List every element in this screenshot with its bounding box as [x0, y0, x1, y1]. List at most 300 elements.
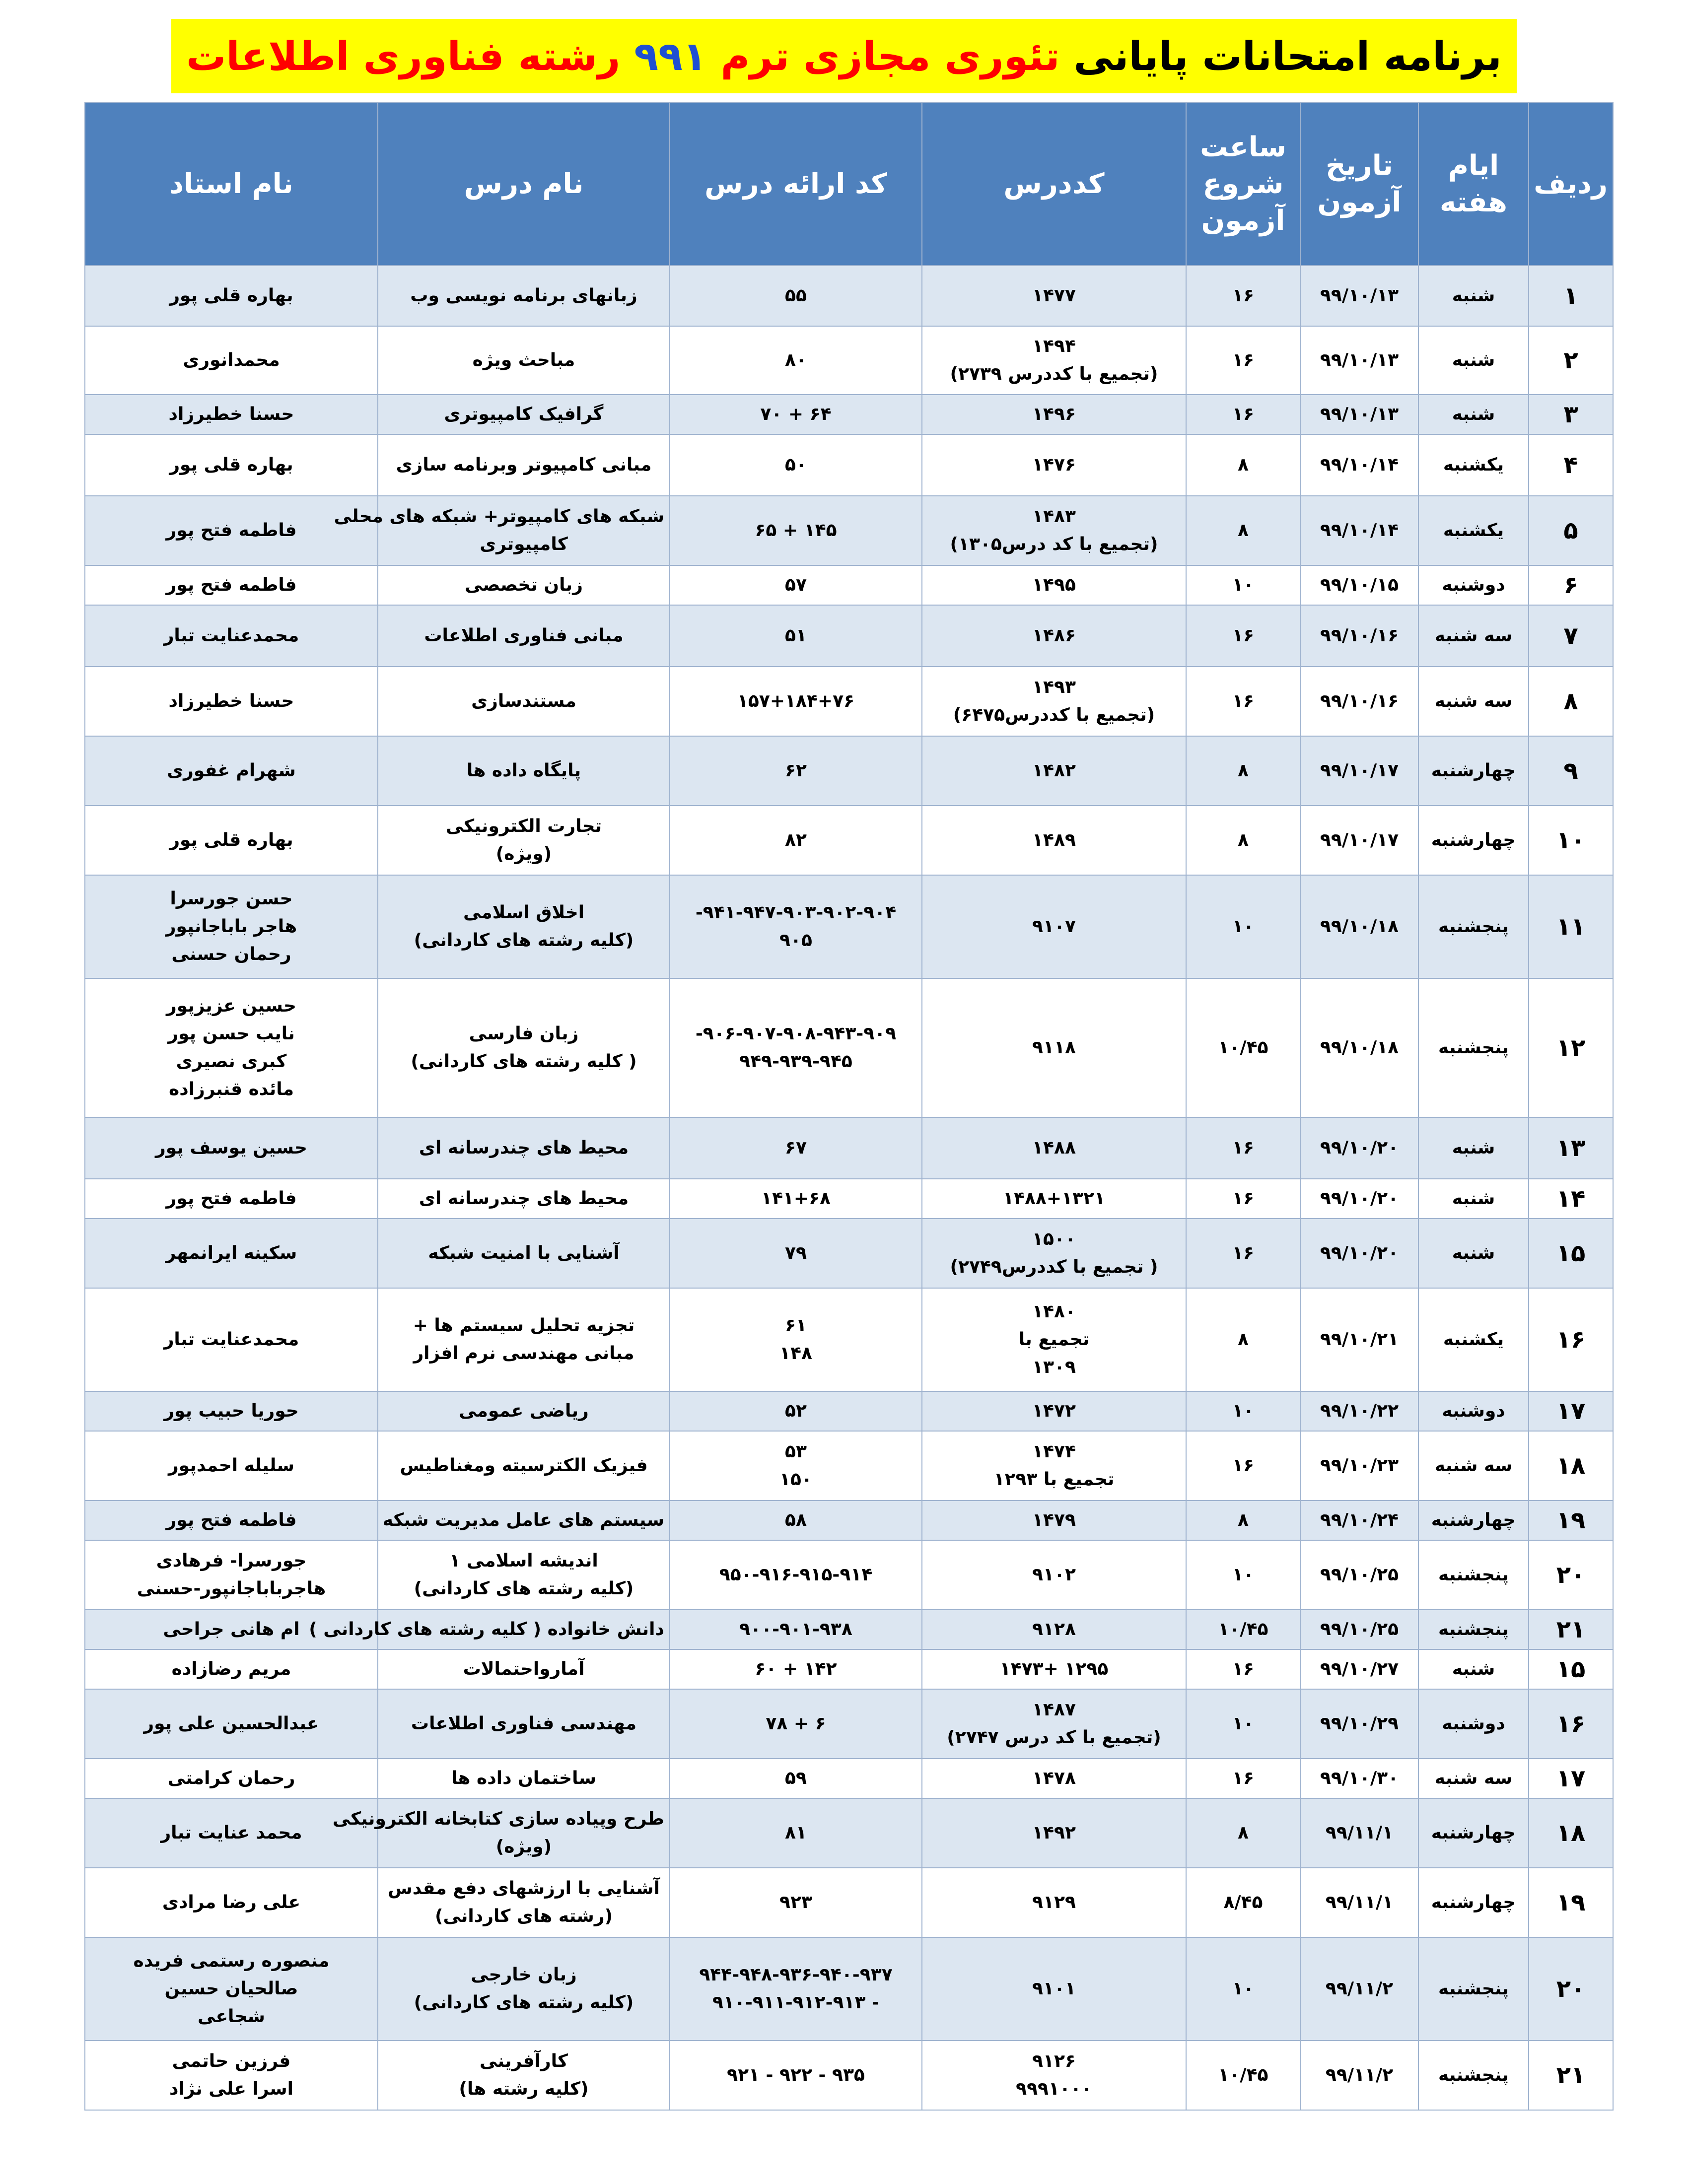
cell-course-code — [922, 1759, 1186, 1798]
cell-row-number: ۱۱ — [1529, 875, 1613, 978]
cell-exam-date: ۹۹/۱۰/۲۵ — [1300, 1610, 1418, 1649]
cell-instructor — [85, 1288, 378, 1391]
cell-offering-code — [670, 326, 922, 395]
cell-course-code-line: ۱۴۸۰ — [1032, 1301, 1076, 1322]
cell-offering-code-line: ۵۵ — [785, 285, 807, 306]
cell-start-time: ۸ — [1186, 1798, 1300, 1868]
cell-course-code — [922, 2041, 1186, 2110]
cell-offering-code-line: ۹۴۹-۹۳۹-۹۴۵ — [739, 1051, 852, 1072]
cell-start-time: ۱۰ — [1186, 1540, 1300, 1610]
cell-course-name-line: اندیشه اسلامی ۱ — [449, 1551, 598, 1571]
cell-offering-code — [670, 875, 922, 978]
cell-instructor — [85, 326, 378, 395]
cell-instructor-line: حسنا خطیرزاد — [168, 404, 294, 424]
cell-instructor-line: محمدعنایت تبار — [163, 625, 299, 646]
cell-course-code — [922, 1689, 1186, 1759]
cell-course-code — [922, 1649, 1186, 1689]
cell-instructor — [85, 978, 378, 1117]
cell-exam-date: ۹۹/۱۱/۲ — [1300, 2041, 1418, 2110]
cell-course-name — [378, 875, 670, 978]
cell-course-code — [922, 736, 1186, 806]
cell-start-time: ۱۰ — [1186, 565, 1300, 605]
cell-offering-code-line: ۱۵۷+۱۸۴+۷۶ — [737, 691, 855, 711]
cell-row-number: ۲۱ — [1529, 1610, 1613, 1649]
cell-instructor — [85, 1689, 378, 1759]
cell-course-name-line: ریاضی عمومی — [459, 1401, 589, 1421]
table-row — [85, 1391, 1613, 1431]
cell-course-name-line: (ویژه) — [495, 1837, 552, 1857]
cell-course-code-line: ۱۴۹۳ — [1032, 677, 1076, 697]
cell-row-number: ۱۰ — [1529, 806, 1613, 875]
title-term-number: ۹۹۱ — [634, 33, 707, 79]
table-row — [85, 605, 1613, 667]
cell-exam-date: ۹۹/۱۰/۲۲ — [1300, 1391, 1418, 1431]
cell-instructor — [85, 1431, 378, 1501]
cell-offering-code — [670, 1759, 922, 1798]
cell-instructor-line: بهاره قلی پور — [169, 285, 293, 306]
cell-offering-code-line: ۶۴ + ۷۰ — [760, 404, 832, 424]
cell-start-time: ۸ — [1186, 496, 1300, 565]
cell-course-code-line: ۱۴۹۴ — [1032, 336, 1076, 356]
cell-exam-date: ۹۹/۱۰/۱۴ — [1300, 496, 1418, 565]
cell-course-name-line: مستندسازی — [471, 691, 576, 711]
cell-start-time: ۱۶ — [1186, 1431, 1300, 1501]
cell-instructor-line: حسن جورسرا — [170, 888, 293, 909]
cell-instructor-line: رحمان حسنی — [171, 944, 291, 964]
cell-offering-code — [670, 266, 922, 326]
cell-course-name-line: (کلیه رشته ها) — [459, 2079, 589, 2099]
cell-exam-date: ۹۹/۱۰/۳۰ — [1300, 1759, 1418, 1798]
cell-course-code-line: ۹۱۲۹ — [1032, 1892, 1076, 1912]
cell-instructor — [85, 434, 378, 496]
cell-row-number: ۱۹ — [1529, 1868, 1613, 1937]
cell-course-name — [378, 1759, 670, 1798]
cell-offering-code-line: ۹۰۶-۹۰۷-۹۰۸-۹۴۳-۹۰۹- — [695, 1024, 897, 1044]
table-row — [85, 1219, 1613, 1288]
cell-course-name — [378, 1431, 670, 1501]
cell-start-time: ۱۶ — [1186, 1219, 1300, 1288]
cell-exam-date: ۹۹/۱۰/۱۳ — [1300, 266, 1418, 326]
cell-offering-code-line: ۹۰۵ — [779, 930, 812, 951]
cell-instructor — [85, 1937, 378, 2041]
cell-course-name-line: مبانی مهندسی نرم افزار — [413, 1343, 634, 1364]
cell-start-time: ۸ — [1186, 1288, 1300, 1391]
cell-start-time: ۱۰ — [1186, 1391, 1300, 1431]
table-row — [85, 1649, 1613, 1689]
cell-course-name — [378, 2041, 670, 2110]
cell-row-number: ۲۰ — [1529, 1937, 1613, 2041]
cell-course-code-line: ۹۱۲۸ — [1032, 1619, 1076, 1639]
exam-schedule-table — [84, 102, 1614, 2111]
cell-course-code — [922, 1540, 1186, 1610]
cell-weekday: پنجشنبه — [1418, 1937, 1529, 2041]
cell-course-code-line: ۱۴۷۷ — [1032, 285, 1076, 306]
cell-instructor-line: حسین عزیزپور — [166, 996, 296, 1016]
cell-course-code — [922, 395, 1186, 434]
cell-course-code — [922, 1288, 1186, 1391]
cell-instructor-line: حسنا خطیرزاد — [168, 691, 294, 711]
cell-offering-code — [670, 1868, 922, 1937]
cell-instructor — [85, 1501, 378, 1540]
table-row — [85, 1288, 1613, 1391]
cell-row-number: ۱۶ — [1529, 1288, 1613, 1391]
cell-offering-code-line: ۶۷ — [785, 1138, 807, 1158]
cell-course-code — [922, 1937, 1186, 2041]
cell-instructor-line: محمد عنایت تبار — [160, 1823, 302, 1843]
cell-course-name — [378, 1117, 670, 1179]
cell-course-name — [378, 395, 670, 434]
cell-course-code — [922, 326, 1186, 395]
cell-offering-code — [670, 1179, 922, 1219]
cell-course-code-line: (تجمیع با کددرس ۲۷۳۹) — [950, 364, 1158, 384]
cell-instructor-line: هاجر باباجانپور — [165, 916, 297, 937]
cell-course-name — [378, 806, 670, 875]
cell-start-time: ۱۰ — [1186, 875, 1300, 978]
header-start-time: ساعت شروع آزمون — [1186, 103, 1300, 266]
cell-instructor-line: رحمان کرامتی — [167, 1768, 295, 1788]
header-exam-date: تاریخ آزمون — [1300, 103, 1418, 266]
cell-offering-code — [670, 1391, 922, 1431]
cell-row-number: ۳ — [1529, 395, 1613, 434]
cell-course-name — [378, 266, 670, 326]
cell-instructor-line: فاطمه فتح پور — [166, 1188, 297, 1209]
cell-course-name — [378, 1689, 670, 1759]
cell-weekday: شنبه — [1418, 395, 1529, 434]
cell-row-number: ۲۰ — [1529, 1540, 1613, 1610]
cell-row-number: ۱ — [1529, 266, 1613, 326]
cell-exam-date: ۹۹/۱۱/۱ — [1300, 1868, 1418, 1937]
cell-offering-code-line: ۵۳ — [785, 1441, 807, 1462]
table-header-row — [85, 103, 1613, 266]
cell-exam-date: ۹۹/۱۱/۱ — [1300, 1798, 1418, 1868]
cell-course-name-line: گرافیک کامپیوتری — [444, 404, 604, 424]
cell-exam-date: ۹۹/۱۰/۱۶ — [1300, 605, 1418, 667]
cell-instructor — [85, 2041, 378, 2110]
cell-start-time: ۸ — [1186, 736, 1300, 806]
cell-course-name-line: دانش خانواده ( کلیه رشته های کاردانی ) — [309, 1619, 664, 1639]
cell-course-code — [922, 1391, 1186, 1431]
table-row — [85, 875, 1613, 978]
cell-offering-code — [670, 605, 922, 667]
title-part-red: مجازی ترم — [706, 33, 945, 79]
title-major: رشته فناوری اطلاعات — [186, 33, 634, 79]
header-weekday: ایام هفته — [1418, 103, 1529, 266]
cell-row-number: ۱۴ — [1529, 1179, 1613, 1219]
cell-offering-code-line: ۸۰ — [785, 350, 807, 370]
cell-row-number: ۱۷ — [1529, 1759, 1613, 1798]
cell-offering-code-line: ۶۲ — [785, 760, 807, 781]
cell-start-time: ۱۶ — [1186, 395, 1300, 434]
cell-weekday: یکشنبه — [1418, 1288, 1529, 1391]
cell-exam-date: ۹۹/۱۰/۲۳ — [1300, 1431, 1418, 1501]
cell-instructor — [85, 395, 378, 434]
cell-instructor-line: جورسرا- فرهادی — [156, 1551, 307, 1571]
cell-course-name-line: اخلاق اسلامی — [463, 902, 585, 923]
cell-exam-date: ۹۹/۱۰/۱۸ — [1300, 978, 1418, 1117]
cell-exam-date: ۹۹/۱۰/۲۷ — [1300, 1649, 1418, 1689]
cell-weekday: یکشنبه — [1418, 496, 1529, 565]
cell-course-name-line: (کلیه رشته های کاردانی) — [414, 930, 634, 951]
table-row — [85, 266, 1613, 326]
cell-row-number: ۶ — [1529, 565, 1613, 605]
cell-offering-code-line: ۱۴۱+۶۸ — [761, 1188, 831, 1209]
cell-start-time: ۸ — [1186, 434, 1300, 496]
table-row — [85, 1179, 1613, 1219]
cell-exam-date: ۹۹/۱۰/۲۰ — [1300, 1219, 1418, 1288]
cell-course-code-line: ۱۴۷۹ — [1032, 1510, 1076, 1530]
cell-instructor-line: ام هانی جراحی — [163, 1619, 300, 1639]
cell-course-name-line: (ویژه) — [495, 844, 552, 864]
cell-instructor-line: علی رضا مرادی — [162, 1892, 301, 1912]
table-row — [85, 1501, 1613, 1540]
cell-weekday: پنجشنبه — [1418, 1610, 1529, 1649]
cell-offering-code-line: ۱۵۰ — [779, 1469, 812, 1490]
cell-instructor — [85, 736, 378, 806]
header-instructor: نام استاد — [85, 103, 378, 266]
cell-start-time: ۱۰/۴۵ — [1186, 1610, 1300, 1649]
cell-instructor-line: فاطمه فتح پور — [166, 575, 297, 595]
cell-weekday: چهارشنبه — [1418, 736, 1529, 806]
cell-course-name-line: طرح وپیاده سازی کتابخانه الکترونیکی — [332, 1809, 664, 1829]
cell-offering-code — [670, 1501, 922, 1540]
cell-exam-date: ۹۹/۱۰/۱۵ — [1300, 565, 1418, 605]
cell-course-name-line: تجزیه تحلیل سیستم ها + — [413, 1315, 635, 1336]
cell-course-code-line: (تجمیع با کد درس۱۳۰۵) — [950, 534, 1158, 554]
header-course-code: کددرس — [922, 103, 1186, 266]
table-row — [85, 434, 1613, 496]
cell-course-code-line: ۱۴۷۶ — [1032, 455, 1076, 475]
cell-weekday: پنجشنبه — [1418, 978, 1529, 1117]
cell-offering-code — [670, 1937, 922, 2041]
cell-weekday: شنبه — [1418, 1117, 1529, 1179]
cell-offering-code-line: ۹۲۳ — [779, 1892, 812, 1912]
cell-offering-code — [670, 565, 922, 605]
title-wrap — [0, 19, 1688, 93]
cell-course-code-line: ۱۴۸۸+۱۳۲۱ — [1003, 1188, 1105, 1209]
cell-offering-code-line: ۹۴۱-۹۴۷-۹۰۳-۹۰۲-۹۰۴- — [695, 902, 897, 923]
cell-instructor — [85, 1649, 378, 1689]
cell-start-time: ۱۶ — [1186, 266, 1300, 326]
cell-weekday: چهارشنبه — [1418, 1868, 1529, 1937]
cell-exam-date: ۹۹/۱۰/۲۹ — [1300, 1689, 1418, 1759]
cell-course-code-line: ۱۵۰۰ — [1032, 1229, 1076, 1249]
cell-course-name — [378, 1219, 670, 1288]
cell-course-code — [922, 1610, 1186, 1649]
cell-course-code — [922, 1117, 1186, 1179]
cell-course-name-line: کارآفرینی — [479, 2051, 568, 2071]
cell-course-name — [332, 1798, 670, 1868]
cell-course-name-line: ( کلیه رشته های کاردانی) — [411, 1051, 637, 1072]
cell-weekday: سه شنبه — [1418, 667, 1529, 736]
cell-course-name-line: مهندسی فناوری اطلاعات — [411, 1713, 637, 1734]
header-offering-code: کد ارائه درس — [670, 103, 922, 266]
cell-course-name — [378, 434, 670, 496]
cell-instructor-line: عبدالحسین علی پور — [143, 1713, 319, 1734]
cell-offering-code-line: ۵۹ — [785, 1768, 807, 1788]
cell-instructor-line: شهرام غفوری — [167, 760, 296, 781]
cell-course-code — [922, 1179, 1186, 1219]
cell-course-code — [922, 1798, 1186, 1868]
cell-offering-code-line: ۱۴۸ — [779, 1343, 812, 1364]
cell-row-number: ۲ — [1529, 326, 1613, 395]
cell-offering-code-line: ۹۰۰-۹۰۱-۹۳۸ — [739, 1619, 852, 1639]
cell-weekday: پنجشنبه — [1418, 1540, 1529, 1610]
cell-instructor-line: مائده قنبرزاده — [168, 1079, 294, 1099]
cell-offering-code-line: ۵۱ — [785, 625, 807, 646]
cell-start-time: ۱۶ — [1186, 605, 1300, 667]
cell-offering-code-line: ۸۱ — [785, 1823, 807, 1843]
cell-course-name — [378, 1540, 670, 1610]
cell-offering-code-line: ۶۱ — [785, 1315, 807, 1336]
cell-course-code — [922, 875, 1186, 978]
cell-course-code-line: ۱۴۸۶ — [1032, 625, 1076, 646]
cell-weekday: سه شنبه — [1418, 1431, 1529, 1501]
cell-instructor-line: بهاره قلی پور — [169, 455, 293, 475]
cell-course-code-line: ۱۴۷۲ — [1032, 1401, 1076, 1421]
table-row — [85, 1117, 1613, 1179]
cell-row-number: ۲۱ — [1529, 2041, 1613, 2110]
cell-row-number: ۱۳ — [1529, 1117, 1613, 1179]
cell-course-name-line: زبان تخصصی — [465, 575, 583, 595]
cell-exam-date: ۹۹/۱۰/۱۳ — [1300, 326, 1418, 395]
table-body — [85, 266, 1613, 2110]
cell-offering-code — [670, 1431, 922, 1501]
cell-course-code-line: ۱۴۸۷ — [1032, 1700, 1076, 1720]
cell-course-name — [378, 565, 670, 605]
cell-exam-date: ۹۹/۱۱/۲ — [1300, 1937, 1418, 2041]
cell-instructor — [85, 875, 378, 978]
cell-instructor — [85, 266, 378, 326]
cell-course-code — [922, 496, 1186, 565]
cell-instructor-line: سکینه ایرانمهر — [165, 1243, 297, 1263]
cell-offering-code-line: ۶ + ۷۸ — [766, 1713, 826, 1734]
cell-instructor — [85, 1117, 378, 1179]
cell-instructor-line: فرزین حاتمی — [172, 2051, 291, 2071]
cell-weekday: شنبه — [1418, 1179, 1529, 1219]
cell-row-number: ۱۹ — [1529, 1501, 1613, 1540]
cell-weekday: چهارشنبه — [1418, 1501, 1529, 1540]
cell-course-code-line: ۱۴۸۹ — [1032, 830, 1076, 850]
table-row — [85, 1798, 1613, 1868]
cell-weekday: پنجشنبه — [1418, 875, 1529, 978]
cell-offering-code-line: ۹۳۵ - ۹۲۲ - ۹۲۱ — [727, 2065, 865, 2085]
header-row-number: ردیف — [1529, 103, 1613, 266]
cell-course-code-line: ۱۴۸۸ — [1032, 1138, 1076, 1158]
cell-start-time: ۸ — [1186, 1501, 1300, 1540]
cell-instructor-line: اسرا علی نژاد — [169, 2079, 293, 2099]
cell-course-name-line: محیط های چندرسانه ای — [419, 1138, 629, 1158]
cell-course-name-line: آشنایی با امنیت شبکه — [428, 1243, 620, 1263]
cell-instructor — [85, 1759, 378, 1798]
cell-start-time: ۱۰ — [1186, 1689, 1300, 1759]
cell-course-name — [378, 978, 670, 1117]
cell-exam-date: ۹۹/۱۰/۲۰ — [1300, 1117, 1418, 1179]
cell-course-name-line: پایگاه داده ها — [466, 760, 581, 781]
cell-start-time: ۱۰/۴۵ — [1186, 2041, 1300, 2110]
cell-offering-code-line: ۹۴۴-۹۴۸-۹۳۶-۹۴۰-۹۳۷ — [699, 1965, 893, 1985]
cell-offering-code-line: ۵۰ — [785, 455, 807, 475]
cell-course-code-line: ۱۳۰۹ — [1032, 1357, 1076, 1377]
table-row — [85, 2041, 1613, 2110]
table-row — [85, 1868, 1613, 1937]
cell-course-code-line: تجمیع با ۱۲۹۳ — [993, 1469, 1115, 1490]
cell-course-code — [922, 1219, 1186, 1288]
title-part-highlight-red: تئوری — [944, 33, 1060, 79]
cell-instructor-line: حسین یوسف پور — [155, 1138, 307, 1158]
cell-instructor-line: شجاعی — [198, 2006, 265, 2027]
cell-instructor-line: فاطمه فتح پور — [166, 1510, 297, 1530]
table-row — [85, 1759, 1613, 1798]
table-row — [85, 395, 1613, 434]
cell-course-code-line: ۱۴۹۶ — [1032, 404, 1076, 424]
table-row — [85, 326, 1613, 395]
cell-instructor-line: هاجرباباجانپور-حسنی — [137, 1578, 326, 1599]
cell-instructor — [85, 1219, 378, 1288]
cell-exam-date: ۹۹/۱۰/۱۶ — [1300, 667, 1418, 736]
cell-row-number: ۵ — [1529, 496, 1613, 565]
cell-course-name-line: آمارواحتمالات — [463, 1659, 585, 1679]
table-row — [85, 667, 1613, 736]
cell-course-code-line: ۱۴۹۵ — [1032, 575, 1076, 595]
cell-course-code — [922, 806, 1186, 875]
cell-start-time: ۱۰/۴۵ — [1186, 978, 1300, 1117]
page-title — [171, 19, 1517, 93]
cell-offering-code — [670, 496, 922, 565]
cell-course-name — [378, 1288, 670, 1391]
cell-course-code-line: ۱۴۸۳ — [1032, 506, 1076, 527]
cell-weekday: دوشنبه — [1418, 1391, 1529, 1431]
title-part: برنامه امتحانات پایانی — [1059, 33, 1502, 79]
cell-exam-date: ۹۹/۱۰/۱۸ — [1300, 875, 1418, 978]
cell-course-code-line: ( تجمیع با کددرس۲۷۴۹) — [950, 1257, 1158, 1277]
cell-offering-code — [670, 806, 922, 875]
cell-course-name — [378, 326, 670, 395]
cell-course-name-line: مباحث ویژه — [472, 350, 575, 370]
cell-instructor — [85, 1540, 378, 1610]
cell-course-name-line: زبانهای برنامه نویسی وب — [410, 285, 637, 306]
cell-course-name-line: (کلیه رشته های کاردانی) — [414, 1992, 634, 2013]
cell-course-name-line: (رشته های کاردانی) — [434, 1906, 613, 1926]
cell-course-name-line: آشنایی با ارزشهای دفع مقدس — [388, 1878, 660, 1899]
cell-instructor-line: سلیله احمدپور — [168, 1455, 294, 1476]
cell-row-number: ۱۵ — [1529, 1649, 1613, 1689]
cell-course-name-line: زبان خارجی — [471, 1965, 577, 1985]
cell-instructor-line: محمدانوری — [183, 350, 280, 370]
cell-row-number: ۸ — [1529, 667, 1613, 736]
cell-instructor-line: مریم رضازاده — [171, 1659, 291, 1679]
cell-offering-code — [670, 434, 922, 496]
cell-start-time: ۱۶ — [1186, 326, 1300, 395]
table-row — [85, 496, 1613, 565]
cell-row-number: ۱۸ — [1529, 1798, 1613, 1868]
cell-course-code-line: ۹۹۹۱۰۰۰ — [1016, 2079, 1092, 2099]
cell-weekday: شنبه — [1418, 1219, 1529, 1288]
cell-exam-date: ۹۹/۱۰/۱۷ — [1300, 736, 1418, 806]
cell-course-name-line: مبانی کامپیوتر وبرنامه سازی — [396, 455, 652, 475]
cell-course-code — [922, 1868, 1186, 1937]
cell-course-name — [378, 1179, 670, 1219]
cell-course-name — [309, 1610, 670, 1649]
cell-offering-code — [670, 1798, 922, 1868]
cell-course-code — [922, 605, 1186, 667]
cell-weekday: پنجشنبه — [1418, 2041, 1529, 2110]
cell-weekday: سه شنبه — [1418, 605, 1529, 667]
cell-row-number: ۴ — [1529, 434, 1613, 496]
cell-course-code-line: تجمیع با — [1018, 1329, 1090, 1350]
cell-course-name-line: شبکه های کامپیوتر+ شبکه های محلی — [334, 506, 664, 527]
cell-course-name-line: زبان فارسی — [469, 1024, 579, 1044]
cell-course-code-line: (تجمیع با کددرس۶۴۷۵) — [953, 705, 1155, 725]
